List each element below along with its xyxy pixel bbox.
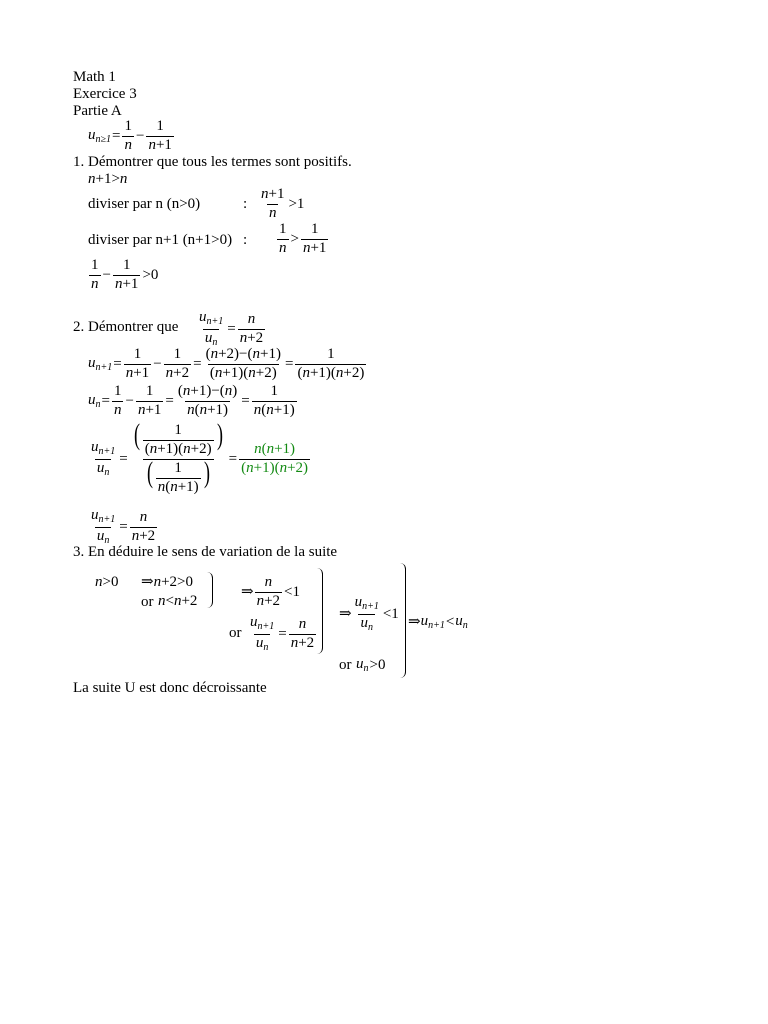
ratio-equals-fraction: $\frac{u_{n+1}}{u_n}$ = $\frac{n}{n+2}$: [250, 614, 315, 653]
brace-3: [399, 563, 406, 678]
question-2-title: 2. Démontrer que: [73, 319, 179, 335]
brace-2: [316, 568, 323, 654]
ratio-computation: $\frac{u_{n+1}}{u_n}$ = ( $\frac{1}{(n+1)(n+2)}$ ) ( $\frac{1}{n(n+1)}$ ) = $\frac{n(n+1)}{(n+1)(n+2)}$: [91, 418, 309, 495]
n-less-n-plus-2: n<n+2: [158, 593, 198, 609]
or-label-3: or: [339, 657, 352, 673]
step-divide-by-n-sep: :: [243, 196, 248, 212]
implies-ratio-less-1: ⇒ $\frac{u_{n+1}}{u_n}$ <1: [339, 594, 399, 633]
u-n-positive: $u_n$ >0: [356, 656, 386, 674]
u-n-plus-1-computation: $u_{n+1}$ = $\frac{1}{n+1}$ − $\frac{1}{n+2}$ = $\frac{(n+2)-(n+1)}{(n+1)(n+2)}$ = $\frac{1}{(n+1)(n+2)}$: [88, 346, 365, 381]
step-divide-by-n1-sep: :: [243, 232, 248, 248]
step-divide-by-n1-result: $\frac{1}{n}$ > $\frac{1}{n+1}$: [279, 221, 327, 256]
implies-fraction-less-1: ⇒ $\frac{n}{n+2}$ <1: [241, 574, 301, 609]
question-1-title: 1. Démontrer que tous les termes sont positifs.: [73, 154, 352, 170]
conclusion: La suite U est donc décroissante: [73, 680, 267, 696]
ratio-to-prove: $\frac{u_{n+1}}{u_n}$ = $\frac{n}{n+2}$: [199, 309, 264, 348]
brace-1: [207, 572, 213, 608]
n-positive: n>0: [95, 574, 119, 590]
ratio-result: $\frac{u_{n+1}}{u_n}$ = $\frac{n}{n+2}$: [91, 507, 156, 546]
question-3-title: 3. En déduire le sens de variation de la suite: [73, 544, 338, 560]
exercise-label: Exercice 3: [73, 86, 137, 102]
or-label-1: or: [141, 594, 154, 610]
doc-title: Math 1: [73, 69, 116, 85]
inequality-n-plus-1: n+1>n: [88, 171, 128, 187]
part-label: Partie A: [73, 103, 122, 119]
positivity-result: $\frac{1}{n}$ − $\frac{1}{n+1}$ >0: [91, 257, 159, 292]
implies-n-plus-2-positive: ⇒ n+2>0: [141, 574, 193, 590]
step-divide-by-n-result: $\frac{n+1}{n}$ >1: [261, 186, 305, 221]
final-implication: ⇒ $u_{n+1}$ < $u_n$: [408, 613, 468, 631]
step-divide-by-n-text: diviser par n (n>0): [88, 196, 201, 212]
step-divide-by-n1-text: diviser par n+1 (n+1>0): [88, 232, 233, 248]
sequence-definition: $u_{n\ge 1}$ = $\frac{1}{n}$ − $\frac{1}{n+1}$: [88, 118, 172, 153]
u-n-computation: $u_n$ = $\frac{1}{n}$ − $\frac{1}{n+1}$ = $\frac{(n+1)-(n)}{n(n+1)}$ = $\frac{1}{n(n+1)}$: [88, 383, 295, 418]
or-label-2: or: [229, 625, 242, 641]
